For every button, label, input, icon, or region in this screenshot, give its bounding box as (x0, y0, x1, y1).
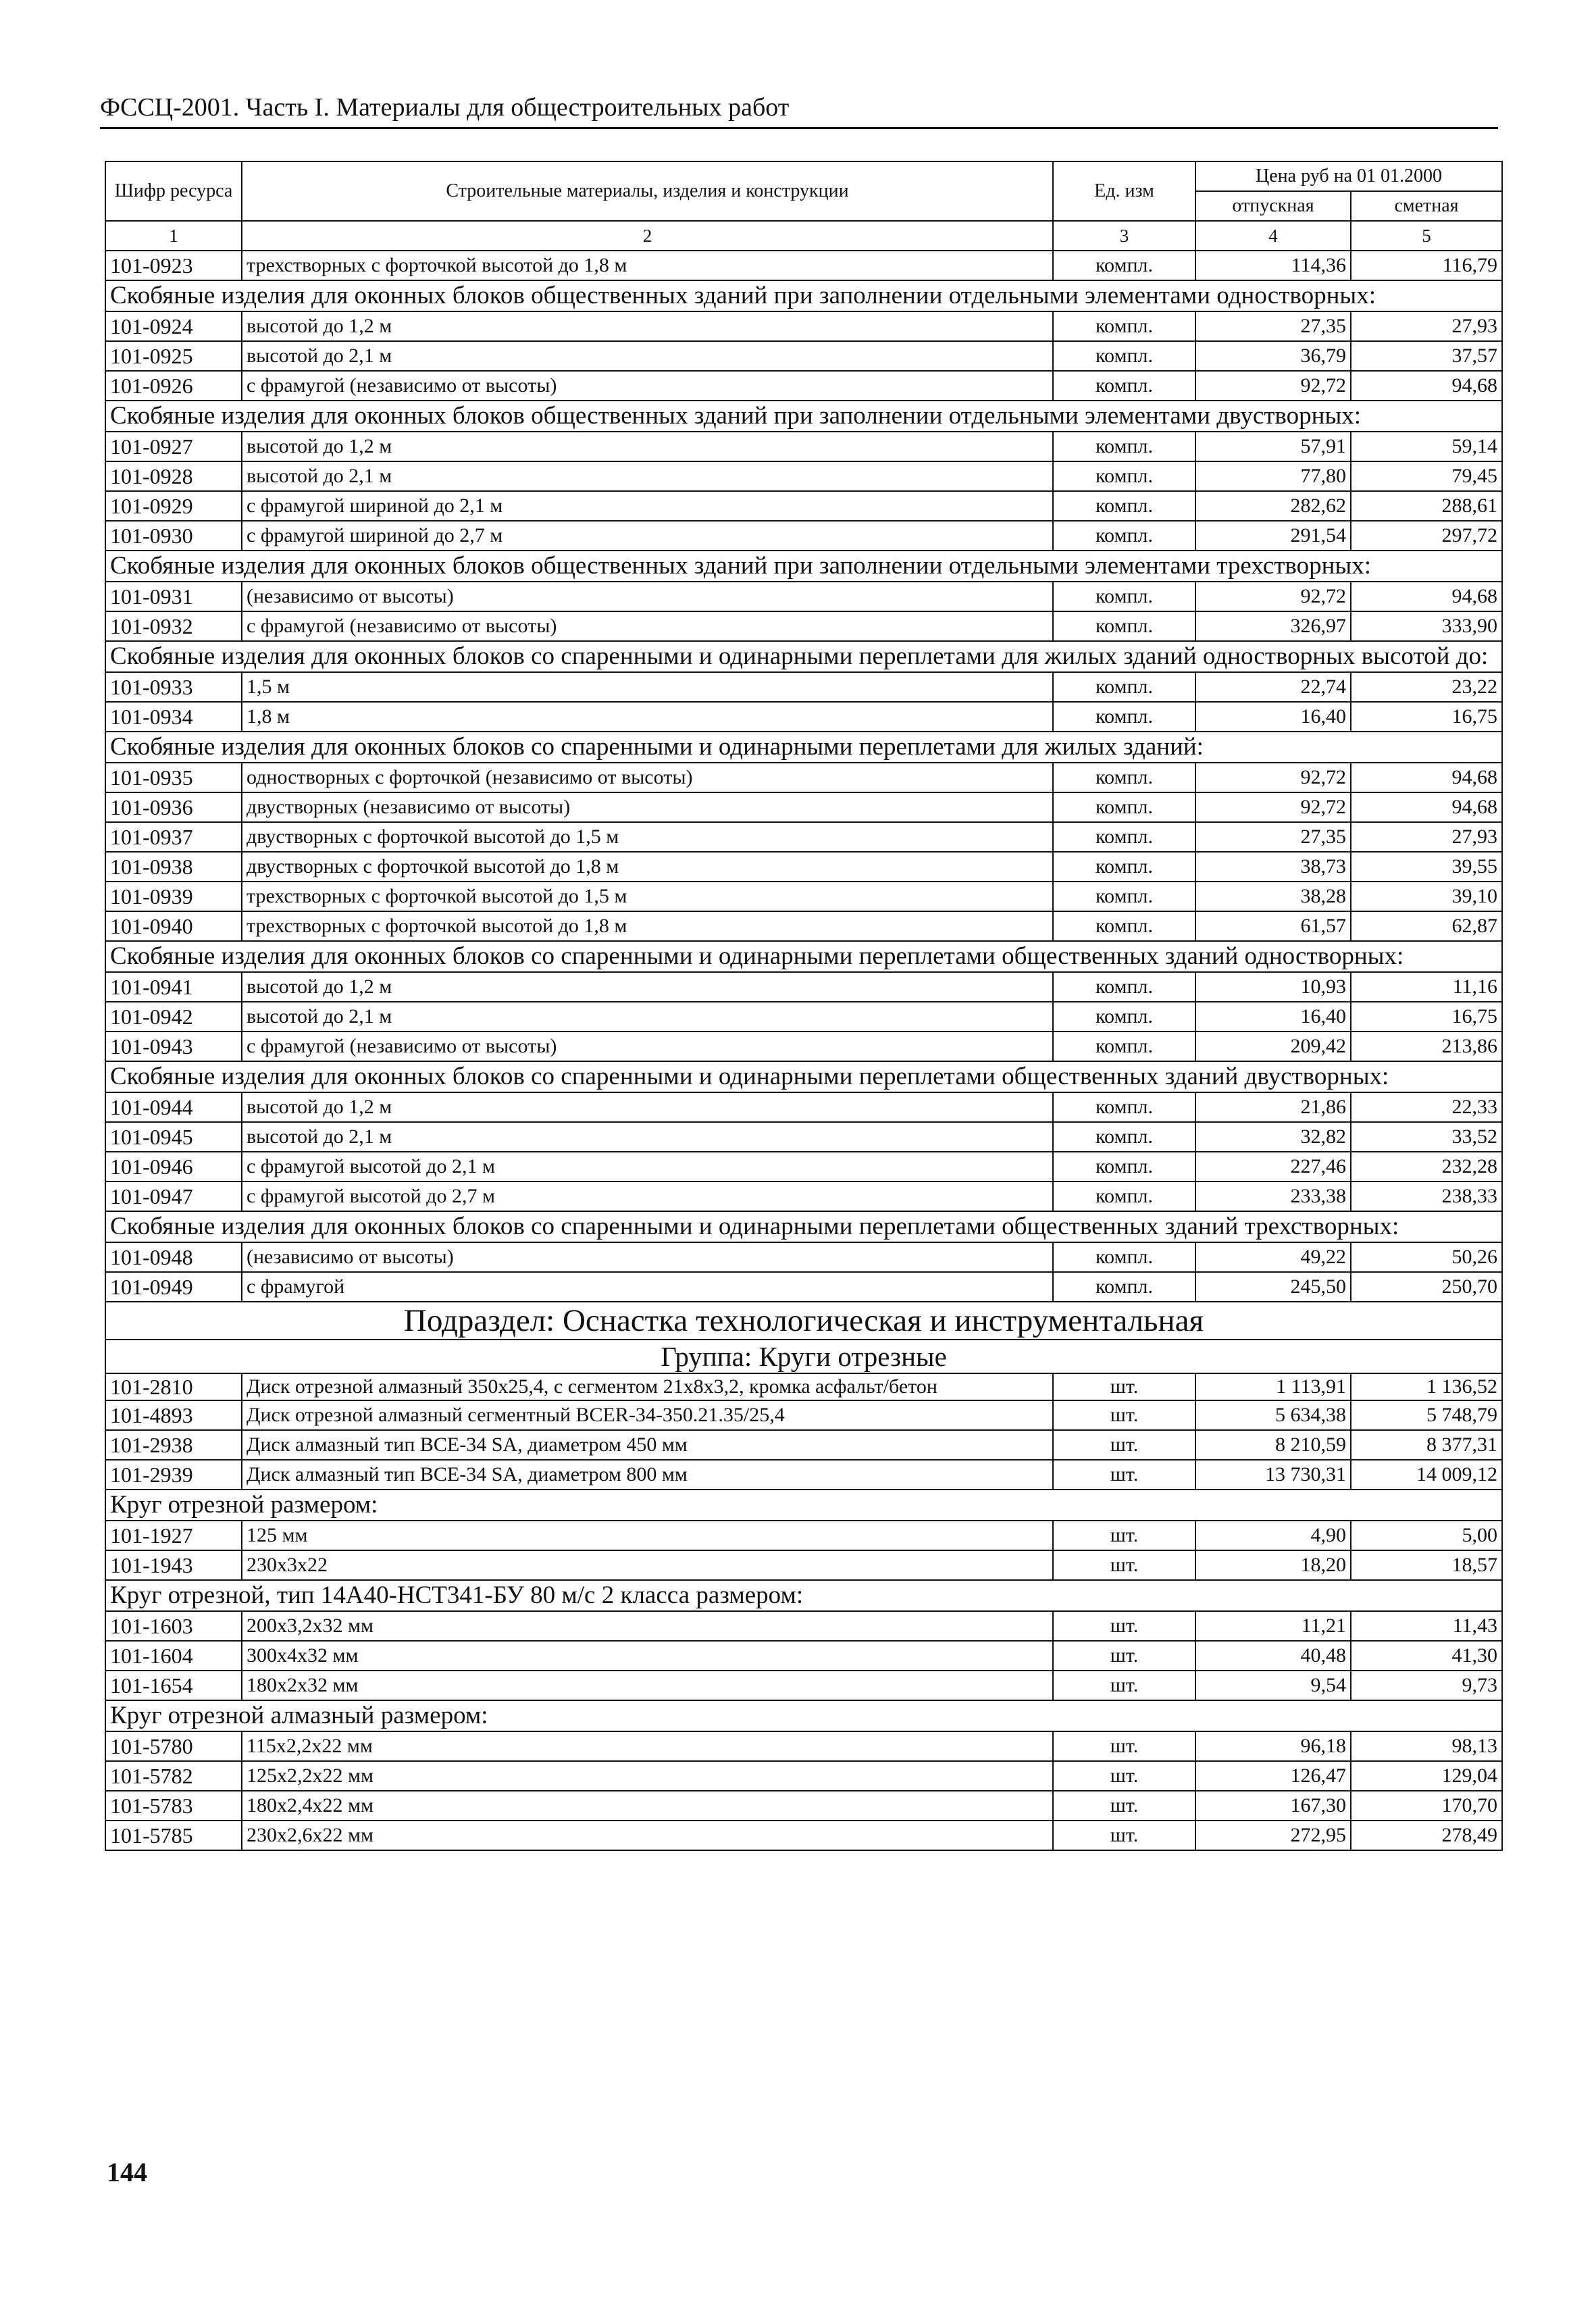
unit: компл. (1053, 461, 1195, 491)
resource-code: 101-1604 (105, 1641, 242, 1671)
unit: компл. (1053, 882, 1195, 911)
table-row (105, 432, 1502, 461)
price-release: 126,47 (1195, 1761, 1351, 1791)
material-name: (независимо от высоты) (242, 582, 1053, 611)
material-name: с фрамугой шириной до 2,7 м (242, 521, 1053, 551)
resource-code: 101-0925 (105, 341, 242, 371)
price-release: 326,97 (1195, 611, 1351, 641)
table-row (105, 1761, 1502, 1791)
material-name: 125 мм (242, 1521, 1053, 1550)
unit: шт. (1053, 1611, 1195, 1641)
column-number: 5 (1351, 221, 1502, 251)
table-row (105, 1731, 1502, 1761)
table-row (105, 461, 1502, 491)
price-estimate: 94,68 (1351, 763, 1502, 792)
material-name: 180х2,4х22 мм (242, 1791, 1053, 1821)
unit: шт. (1053, 1521, 1195, 1550)
material-name: высотой до 2,1 м (242, 461, 1053, 491)
header-code: Шифр ресурса (105, 161, 242, 221)
column-number: 2 (242, 221, 1053, 251)
section-heading: Скобяные изделия для оконных блоков общественных зданий при заполнении отдельными элементами одностворных: (105, 280, 1502, 311)
unit: компл. (1053, 1242, 1195, 1272)
table-body (105, 251, 1502, 1850)
resource-code: 101-0931 (105, 582, 242, 611)
price-estimate: 9,73 (1351, 1671, 1502, 1700)
price-release: 92,72 (1195, 792, 1351, 822)
resource-code: 101-0943 (105, 1032, 242, 1061)
table-row (105, 341, 1502, 371)
table-row (105, 521, 1502, 551)
price-table (105, 161, 1503, 1851)
table-row (105, 1032, 1502, 1061)
material-name: 180х2х32 мм (242, 1671, 1053, 1700)
subsection-row (105, 1302, 1502, 1340)
material-name: с фрамугой (независимо от высоты) (242, 371, 1053, 401)
table-row (105, 852, 1502, 882)
price-release: 9,54 (1195, 1671, 1351, 1700)
resource-code: 101-0942 (105, 1002, 242, 1032)
price-release: 16,40 (1195, 1002, 1351, 1032)
price-release: 209,42 (1195, 1032, 1351, 1061)
price-release: 233,38 (1195, 1181, 1351, 1211)
column-number-row (105, 221, 1502, 251)
price-estimate: 16,75 (1351, 1002, 1502, 1032)
price-release: 114,36 (1195, 251, 1351, 280)
table-row (105, 1550, 1502, 1580)
unit: компл. (1053, 972, 1195, 1002)
material-name: двустворных (независимо от высоты) (242, 792, 1053, 822)
price-estimate: 94,68 (1351, 792, 1502, 822)
table-row (105, 911, 1502, 941)
material-name: 125х2,2х22 мм (242, 1761, 1053, 1791)
resource-code: 101-0940 (105, 911, 242, 941)
resource-code: 101-1943 (105, 1550, 242, 1580)
table-row (105, 1671, 1502, 1700)
price-estimate: 94,68 (1351, 371, 1502, 401)
unit: шт. (1053, 1641, 1195, 1671)
price-release: 1 113,91 (1195, 1373, 1351, 1400)
section-heading: Круг отрезной размером: (105, 1490, 1502, 1521)
unit: компл. (1053, 852, 1195, 882)
price-release: 11,21 (1195, 1611, 1351, 1641)
price-release: 92,72 (1195, 582, 1351, 611)
table-row (105, 311, 1502, 341)
table-row (105, 1092, 1502, 1122)
price-release: 272,95 (1195, 1821, 1351, 1850)
price-estimate: 213,86 (1351, 1032, 1502, 1061)
resource-code: 101-0936 (105, 792, 242, 822)
table-row (105, 882, 1502, 911)
price-estimate: 170,70 (1351, 1791, 1502, 1821)
unit: шт. (1053, 1550, 1195, 1580)
section-heading: Круг отрезной алмазный размером: (105, 1700, 1502, 1731)
price-estimate: 27,93 (1351, 822, 1502, 852)
table-row (105, 1821, 1502, 1850)
unit: шт. (1053, 1761, 1195, 1791)
resource-code: 101-2939 (105, 1460, 242, 1490)
section-heading: Скобяные изделия для оконных блоков со спаренными и одинарными переплетами для жилых зданий одностворных высотой до: (105, 641, 1502, 672)
material-name: с фрамугой высотой до 2,1 м (242, 1152, 1053, 1181)
price-release: 227,46 (1195, 1152, 1351, 1181)
material-name: с фрамугой шириной до 2,1 м (242, 491, 1053, 521)
material-name: одностворных с форточкой (независимо от высоты) (242, 763, 1053, 792)
unit: компл. (1053, 432, 1195, 461)
material-name: трехстворных с форточкой высотой до 1,8 м (242, 251, 1053, 280)
table-row (105, 371, 1502, 401)
header-name: Строительные материалы, изделия и конструкции (242, 161, 1053, 221)
material-name: высотой до 2,1 м (242, 1122, 1053, 1152)
price-estimate: 288,61 (1351, 491, 1502, 521)
table-row (105, 582, 1502, 611)
price-estimate: 41,30 (1351, 1641, 1502, 1671)
unit: компл. (1053, 611, 1195, 641)
material-name: 230х3х22 (242, 1550, 1053, 1580)
section-heading: Скобяные изделия для оконных блоков со спаренными и одинарными переплетами для жилых зданий: (105, 732, 1502, 763)
unit: компл. (1053, 341, 1195, 371)
column-number: 3 (1053, 221, 1195, 251)
group-row (105, 1340, 1502, 1373)
section-heading: Скобяные изделия для оконных блоков со спаренными и одинарными переплетами общественных зданий трехстворных: (105, 1211, 1502, 1242)
table-row (105, 792, 1502, 822)
price-estimate: 22,33 (1351, 1092, 1502, 1122)
unit: компл. (1053, 311, 1195, 341)
table-row (105, 1791, 1502, 1821)
price-estimate: 39,55 (1351, 852, 1502, 882)
resource-code: 101-0934 (105, 702, 242, 732)
table-row (105, 611, 1502, 641)
table-row (105, 1242, 1502, 1272)
table-row (105, 1430, 1502, 1460)
resource-code: 101-5785 (105, 1821, 242, 1850)
material-name: двустворных с форточкой высотой до 1,8 м (242, 852, 1053, 882)
price-release: 27,35 (1195, 311, 1351, 341)
section-row (105, 1061, 1502, 1092)
price-estimate: 232,28 (1351, 1152, 1502, 1181)
unit: компл. (1053, 792, 1195, 822)
price-release: 49,22 (1195, 1242, 1351, 1272)
unit: компл. (1053, 582, 1195, 611)
price-release: 40,48 (1195, 1641, 1351, 1671)
price-estimate: 27,93 (1351, 311, 1502, 341)
unit: компл. (1053, 1122, 1195, 1152)
resource-code: 101-0941 (105, 972, 242, 1002)
table-row (105, 1460, 1502, 1490)
price-release: 282,62 (1195, 491, 1351, 521)
column-number: 1 (105, 221, 242, 251)
price-release: 8 210,59 (1195, 1430, 1351, 1460)
unit: компл. (1053, 1002, 1195, 1032)
resource-code: 101-0938 (105, 852, 242, 882)
unit: компл. (1053, 1272, 1195, 1302)
unit: компл. (1053, 763, 1195, 792)
subsection-heading: Подраздел: Оснастка технологическая и инструментальная (105, 1302, 1502, 1340)
resource-code: 101-0944 (105, 1092, 242, 1122)
material-name: Диск отрезной алмазный 350х25,4, с сегментом 21х8х3,2, кромка асфальт/бетон (242, 1373, 1053, 1400)
unit: компл. (1053, 521, 1195, 551)
price-estimate: 79,45 (1351, 461, 1502, 491)
unit: компл. (1053, 672, 1195, 702)
table-row (105, 1181, 1502, 1211)
material-name: двустворных с форточкой высотой до 1,5 м (242, 822, 1053, 852)
table-row (105, 702, 1502, 732)
material-name: высотой до 2,1 м (242, 341, 1053, 371)
price-release: 92,72 (1195, 371, 1351, 401)
section-row (105, 401, 1502, 432)
unit: компл. (1053, 491, 1195, 521)
header-price-group: Цена руб на 01 01.2000 (1195, 161, 1502, 191)
section-heading: Скобяные изделия для оконных блоков общественных зданий при заполнении отдельными элементами двустворных: (105, 401, 1502, 432)
unit: шт. (1053, 1430, 1195, 1460)
price-estimate: 62,87 (1351, 911, 1502, 941)
unit: компл. (1053, 1181, 1195, 1211)
resource-code: 101-0947 (105, 1181, 242, 1211)
table-row (105, 1122, 1502, 1152)
unit: шт. (1053, 1373, 1195, 1400)
unit: компл. (1053, 702, 1195, 732)
table-row (105, 1611, 1502, 1641)
material-name: 200х3,2х32 мм (242, 1611, 1053, 1641)
material-name: Диск алмазный тип ВСЕ-34 SA, диаметром 450 мм (242, 1430, 1053, 1460)
resource-code: 101-5782 (105, 1761, 242, 1791)
table-row (105, 763, 1502, 792)
section-row (105, 941, 1502, 972)
section-row (105, 280, 1502, 311)
table-row (105, 1400, 1502, 1430)
table-row (105, 491, 1502, 521)
resource-code: 101-0949 (105, 1272, 242, 1302)
price-estimate: 94,68 (1351, 582, 1502, 611)
material-name: с фрамугой (242, 1272, 1053, 1302)
material-name: с фрамугой (независимо от высоты) (242, 1032, 1053, 1061)
table-row (105, 1002, 1502, 1032)
resource-code: 101-0926 (105, 371, 242, 401)
material-name: 115х2,2х22 мм (242, 1731, 1053, 1761)
price-estimate: 39,10 (1351, 882, 1502, 911)
price-estimate: 16,75 (1351, 702, 1502, 732)
unit: шт. (1053, 1791, 1195, 1821)
price-estimate: 297,72 (1351, 521, 1502, 551)
price-estimate: 8 377,31 (1351, 1430, 1502, 1460)
resource-code: 101-0937 (105, 822, 242, 852)
price-estimate: 50,26 (1351, 1242, 1502, 1272)
material-name: 300х4х32 мм (242, 1641, 1053, 1671)
price-estimate: 11,16 (1351, 972, 1502, 1002)
price-release: 10,93 (1195, 972, 1351, 1002)
price-estimate: 14 009,12 (1351, 1460, 1502, 1490)
price-estimate: 37,57 (1351, 341, 1502, 371)
price-release: 36,79 (1195, 341, 1351, 371)
page-number: 144 (107, 2157, 147, 2187)
price-estimate: 129,04 (1351, 1761, 1502, 1791)
resource-code: 101-0933 (105, 672, 242, 702)
resource-code: 101-4893 (105, 1400, 242, 1430)
material-name: трехстворных с форточкой высотой до 1,5 м (242, 882, 1053, 911)
material-name: Диск алмазный тип ВСЕ-34 SA, диаметром 800 мм (242, 1460, 1053, 1490)
section-heading: Скобяные изделия для оконных блоков со спаренными и одинарными переплетами общественных зданий двустворных: (105, 1061, 1502, 1092)
material-name: (независимо от высоты) (242, 1242, 1053, 1272)
unit: компл. (1053, 251, 1195, 280)
unit: компл. (1053, 1032, 1195, 1061)
price-release: 13 730,31 (1195, 1460, 1351, 1490)
price-release: 92,72 (1195, 763, 1351, 792)
table-row (105, 1521, 1502, 1550)
material-name: высотой до 1,2 м (242, 972, 1053, 1002)
table-row (105, 972, 1502, 1002)
material-name: 230х2,6х22 мм (242, 1821, 1053, 1850)
header-price-release: отпускная (1195, 191, 1351, 221)
resource-code: 101-0948 (105, 1242, 242, 1272)
resource-code: 101-0930 (105, 521, 242, 551)
price-release: 16,40 (1195, 702, 1351, 732)
material-name: 1,5 м (242, 672, 1053, 702)
price-estimate: 116,79 (1351, 251, 1502, 280)
price-release: 245,50 (1195, 1272, 1351, 1302)
price-estimate: 278,49 (1351, 1821, 1502, 1850)
price-release: 96,18 (1195, 1731, 1351, 1761)
table-row (105, 1152, 1502, 1181)
price-estimate: 23,22 (1351, 672, 1502, 702)
running-header: ФССЦ-2001. Часть I. Материалы для общестроительных работ (100, 91, 1498, 129)
group-heading: Группа: Круги отрезные (105, 1340, 1502, 1373)
price-estimate: 1 136,52 (1351, 1373, 1502, 1400)
price-release: 77,80 (1195, 461, 1351, 491)
table-row (105, 672, 1502, 702)
resource-code: 101-0945 (105, 1122, 242, 1152)
price-release: 21,86 (1195, 1092, 1351, 1122)
price-release: 32,82 (1195, 1122, 1351, 1152)
resource-code: 101-5783 (105, 1791, 242, 1821)
price-release: 291,54 (1195, 521, 1351, 551)
price-release: 5 634,38 (1195, 1400, 1351, 1430)
section-row (105, 732, 1502, 763)
unit: шт. (1053, 1821, 1195, 1850)
price-estimate: 18,57 (1351, 1550, 1502, 1580)
header-price-estimate: сметная (1351, 191, 1502, 221)
resource-code: 101-0932 (105, 611, 242, 641)
resource-code: 101-0928 (105, 461, 242, 491)
price-release: 57,91 (1195, 432, 1351, 461)
price-estimate: 5 748,79 (1351, 1400, 1502, 1430)
table-row (105, 251, 1502, 280)
price-estimate: 333,90 (1351, 611, 1502, 641)
material-name: высотой до 1,2 м (242, 432, 1053, 461)
unit: шт. (1053, 1460, 1195, 1490)
column-number: 4 (1195, 221, 1351, 251)
material-name: 1,8 м (242, 702, 1053, 732)
unit: шт. (1053, 1400, 1195, 1430)
resource-code: 101-1927 (105, 1521, 242, 1550)
resource-code: 101-0935 (105, 763, 242, 792)
resource-code: 101-2938 (105, 1430, 242, 1460)
price-estimate: 5,00 (1351, 1521, 1502, 1550)
material-name: с фрамугой высотой до 2,7 м (242, 1181, 1053, 1211)
unit: компл. (1053, 1152, 1195, 1181)
price-release: 167,30 (1195, 1791, 1351, 1821)
price-release: 4,90 (1195, 1521, 1351, 1550)
price-release: 61,57 (1195, 911, 1351, 941)
unit: компл. (1053, 822, 1195, 852)
material-name: с фрамугой (независимо от высоты) (242, 611, 1053, 641)
price-estimate: 11,43 (1351, 1611, 1502, 1641)
price-release: 18,20 (1195, 1550, 1351, 1580)
table-row (105, 1641, 1502, 1671)
material-name: трехстворных с форточкой высотой до 1,8 м (242, 911, 1053, 941)
resource-code: 101-0939 (105, 882, 242, 911)
resource-code: 101-0927 (105, 432, 242, 461)
section-heading: Круг отрезной, тип 14А40-НСТ341-БУ 80 м/с 2 класса размером: (105, 1580, 1502, 1611)
price-release: 38,28 (1195, 882, 1351, 911)
resource-code: 101-2810 (105, 1373, 242, 1400)
section-row (105, 551, 1502, 582)
resource-code: 101-5780 (105, 1731, 242, 1761)
material-name: высотой до 1,2 м (242, 1092, 1053, 1122)
table-row (105, 822, 1502, 852)
material-name: высотой до 2,1 м (242, 1002, 1053, 1032)
table-row (105, 1272, 1502, 1302)
section-row (105, 1211, 1502, 1242)
section-row (105, 1490, 1502, 1521)
resource-code: 101-1654 (105, 1671, 242, 1700)
unit: компл. (1053, 911, 1195, 941)
price-estimate: 33,52 (1351, 1122, 1502, 1152)
section-row (105, 1700, 1502, 1731)
section-heading: Скобяные изделия для оконных блоков со спаренными и одинарными переплетами общественных зданий одностворных: (105, 941, 1502, 972)
section-row (105, 1580, 1502, 1611)
section-row (105, 641, 1502, 672)
table-row (105, 1373, 1502, 1400)
price-estimate: 59,14 (1351, 432, 1502, 461)
unit: компл. (1053, 371, 1195, 401)
price-release: 22,74 (1195, 672, 1351, 702)
unit: шт. (1053, 1731, 1195, 1761)
unit: компл. (1053, 1092, 1195, 1122)
resource-code: 101-0923 (105, 251, 242, 280)
material-name: высотой до 1,2 м (242, 311, 1053, 341)
unit: шт. (1053, 1671, 1195, 1700)
price-estimate: 238,33 (1351, 1181, 1502, 1211)
resource-code: 101-0924 (105, 311, 242, 341)
header-unit: Ед. изм (1053, 161, 1195, 221)
resource-code: 101-0946 (105, 1152, 242, 1181)
price-estimate: 98,13 (1351, 1731, 1502, 1761)
section-heading: Скобяные изделия для оконных блоков общественных зданий при заполнении отдельными элементами трехстворных: (105, 551, 1502, 582)
material-name: Диск отрезной алмазный сегментный BCER-34-350.21.35/25,4 (242, 1400, 1053, 1430)
resource-code: 101-1603 (105, 1611, 242, 1641)
price-release: 27,35 (1195, 822, 1351, 852)
table-header (105, 161, 1502, 251)
resource-code: 101-0929 (105, 491, 242, 521)
price-estimate: 250,70 (1351, 1272, 1502, 1302)
price-release: 38,73 (1195, 852, 1351, 882)
